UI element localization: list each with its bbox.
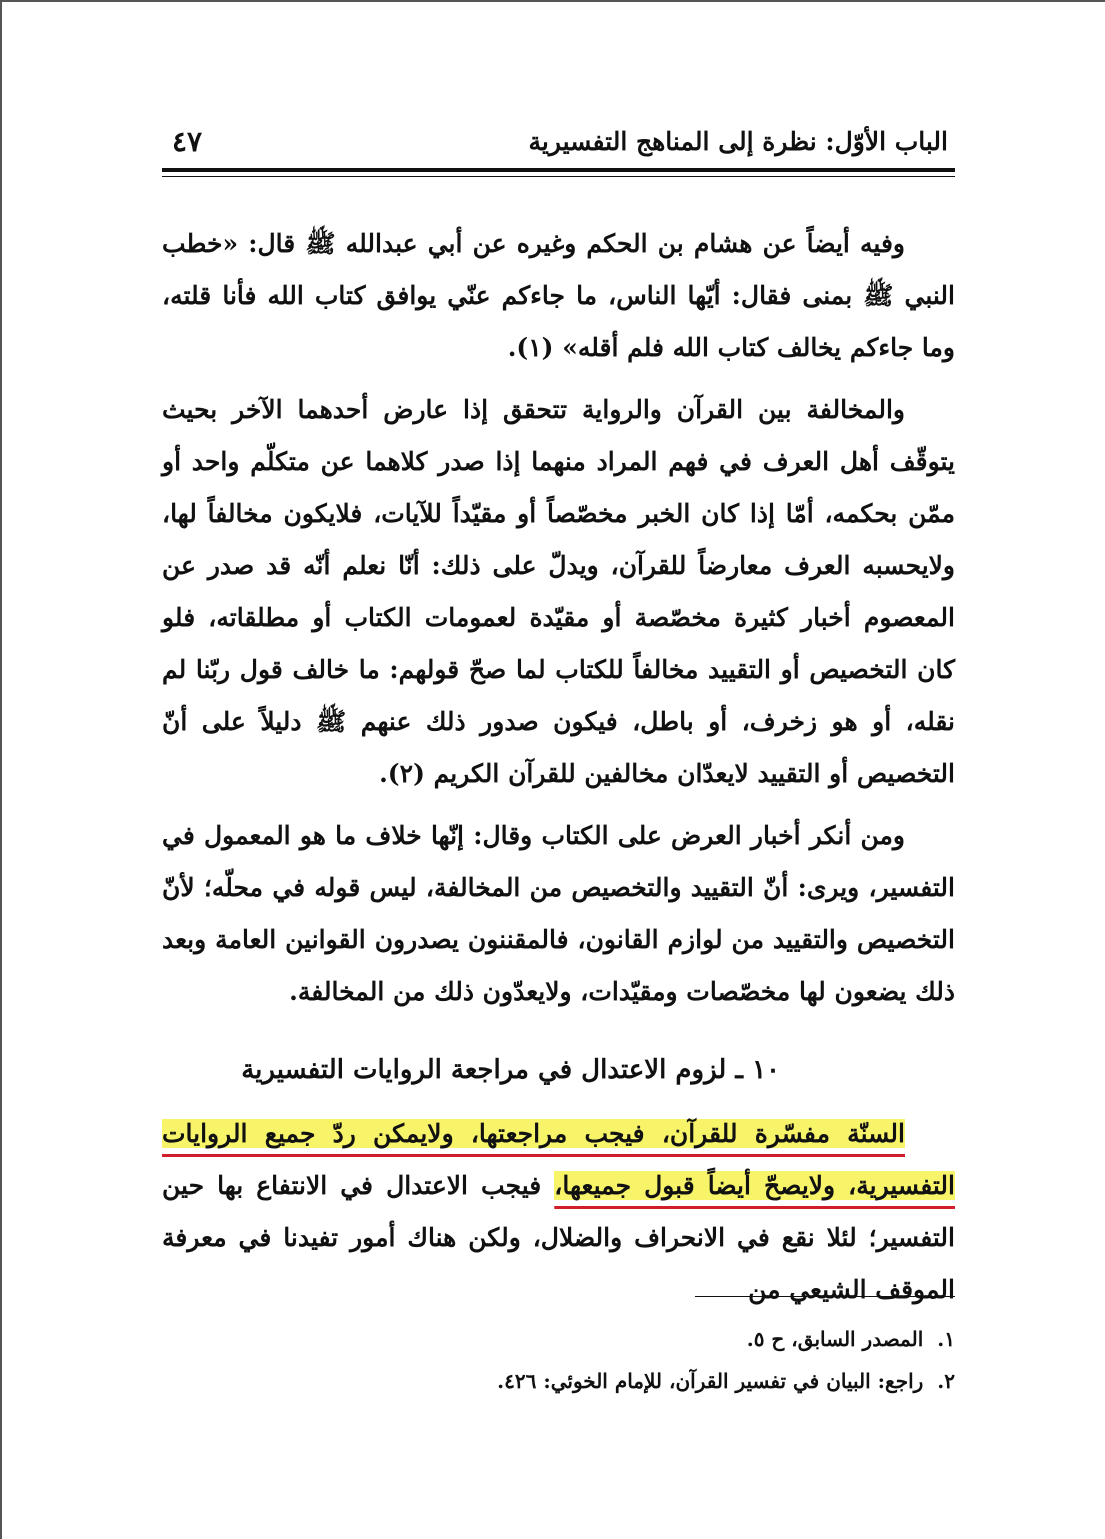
page-number: ٤٧ [172,124,203,158]
section-heading: ١٠ ـ لزوم الاعتدال في مراجعة الروايات التفسيرية [241,1055,780,1085]
footnotes [162,1318,955,1402]
paragraph-2: والمخالفة بين القرآن والرواية تتحقق إذا عارض أحدهما الآخر بحيث يتوقّف أهل العرف في فهم المراد منهما إذا صدر كلاهما عن متكلّم واحد أو ممّن بحكمه، أمّا إذا كان الخبر مخصّصاً أو مقيّداً للآيات، فلايكون مخالفاً لها، ولايحسبه العرف معارضاً للقرآن، ويدلّ على ذلك: أنّا نعلم أنّه قد صدر عن المعصوم أخبار كثيرة مخصّصة أو مقيّدة لعمومات الكتاب أو مطلقاته، فلو كان التخصيص أو التقييد مخالفاً للكتاب لما صحّ قولهم: ما خالف قول ربّنا لم نقله، أو هو زخرف، أو باطل، فيكون صدور ذلك عنهم ﷺ دليلاً على أنّ التخصيص أو التقييد لايعدّان مخالفين للقرآن الكريم (٢). [162,395,955,788]
highlighted-text: السنّة مفسّرة للقرآن، فيجب مراجعتها، ولايمكن ردّ جميع الروايات التفسيرية، ولايصحّ أيضاً قبول جميعها، [162,1119,955,1200]
page-header [172,120,948,162]
page-body [162,218,955,1316]
paragraph-4 [162,1108,955,1316]
paragraph-1: وفيه أيضاً عن هشام بن الحكم وغيره عن أبي عبدالله ﷺ قال: «خطب النبي ﷺ بمنى فقال: أيّها الناس، ما جاءكم عنّي يوافق كتاب الله فأنا قلته، وما جاءكم يخالف كتاب الله فلم أقله» (١). [162,229,956,362]
paragraph-3: ومن أنكر أخبار العرض على الكتاب وقال: إنّها خلاف ما هو المعمول في التفسير، ويرى: أنّ التقييد والتخصيص من المخالفة، ليس قوله في محلّه؛ لأنّ التخصيص والتقييد من لوازم القانون، فالمقننون يصدرون القوانين العامة وبعد ذلك يضعون لها مخصّصات ومقيّدات، ولايعدّون ذلك من المخالفة. [162,821,955,1006]
footnote-number: ١. [937,1327,955,1351]
footnote-text: المصدر السابق، ح ٥. [746,1327,924,1351]
footnote-rule [695,1296,955,1297]
footnote-number: ٢. [937,1369,955,1393]
chapter-title: الباب الأوّل: نظرة إلى المناهج التفسيرية [528,126,948,156]
paragraph-4-rest: فيجب الاعتدال في الانتفاع بها حين التفسير؛ لئلا نقع في الانحراف والضلال، ولكن هناك أمور تفيدنا في معرفة الموقف الشيعي من [162,1171,955,1304]
footnote-text: راجع: البيان في تفسير القرآن، للإمام الخوئي: ٤٢٦. [497,1369,924,1393]
header-rule-thin [162,176,955,177]
footnote-1 [162,1318,955,1360]
header-rule-thick [162,168,955,172]
footnote-2 [162,1360,955,1402]
